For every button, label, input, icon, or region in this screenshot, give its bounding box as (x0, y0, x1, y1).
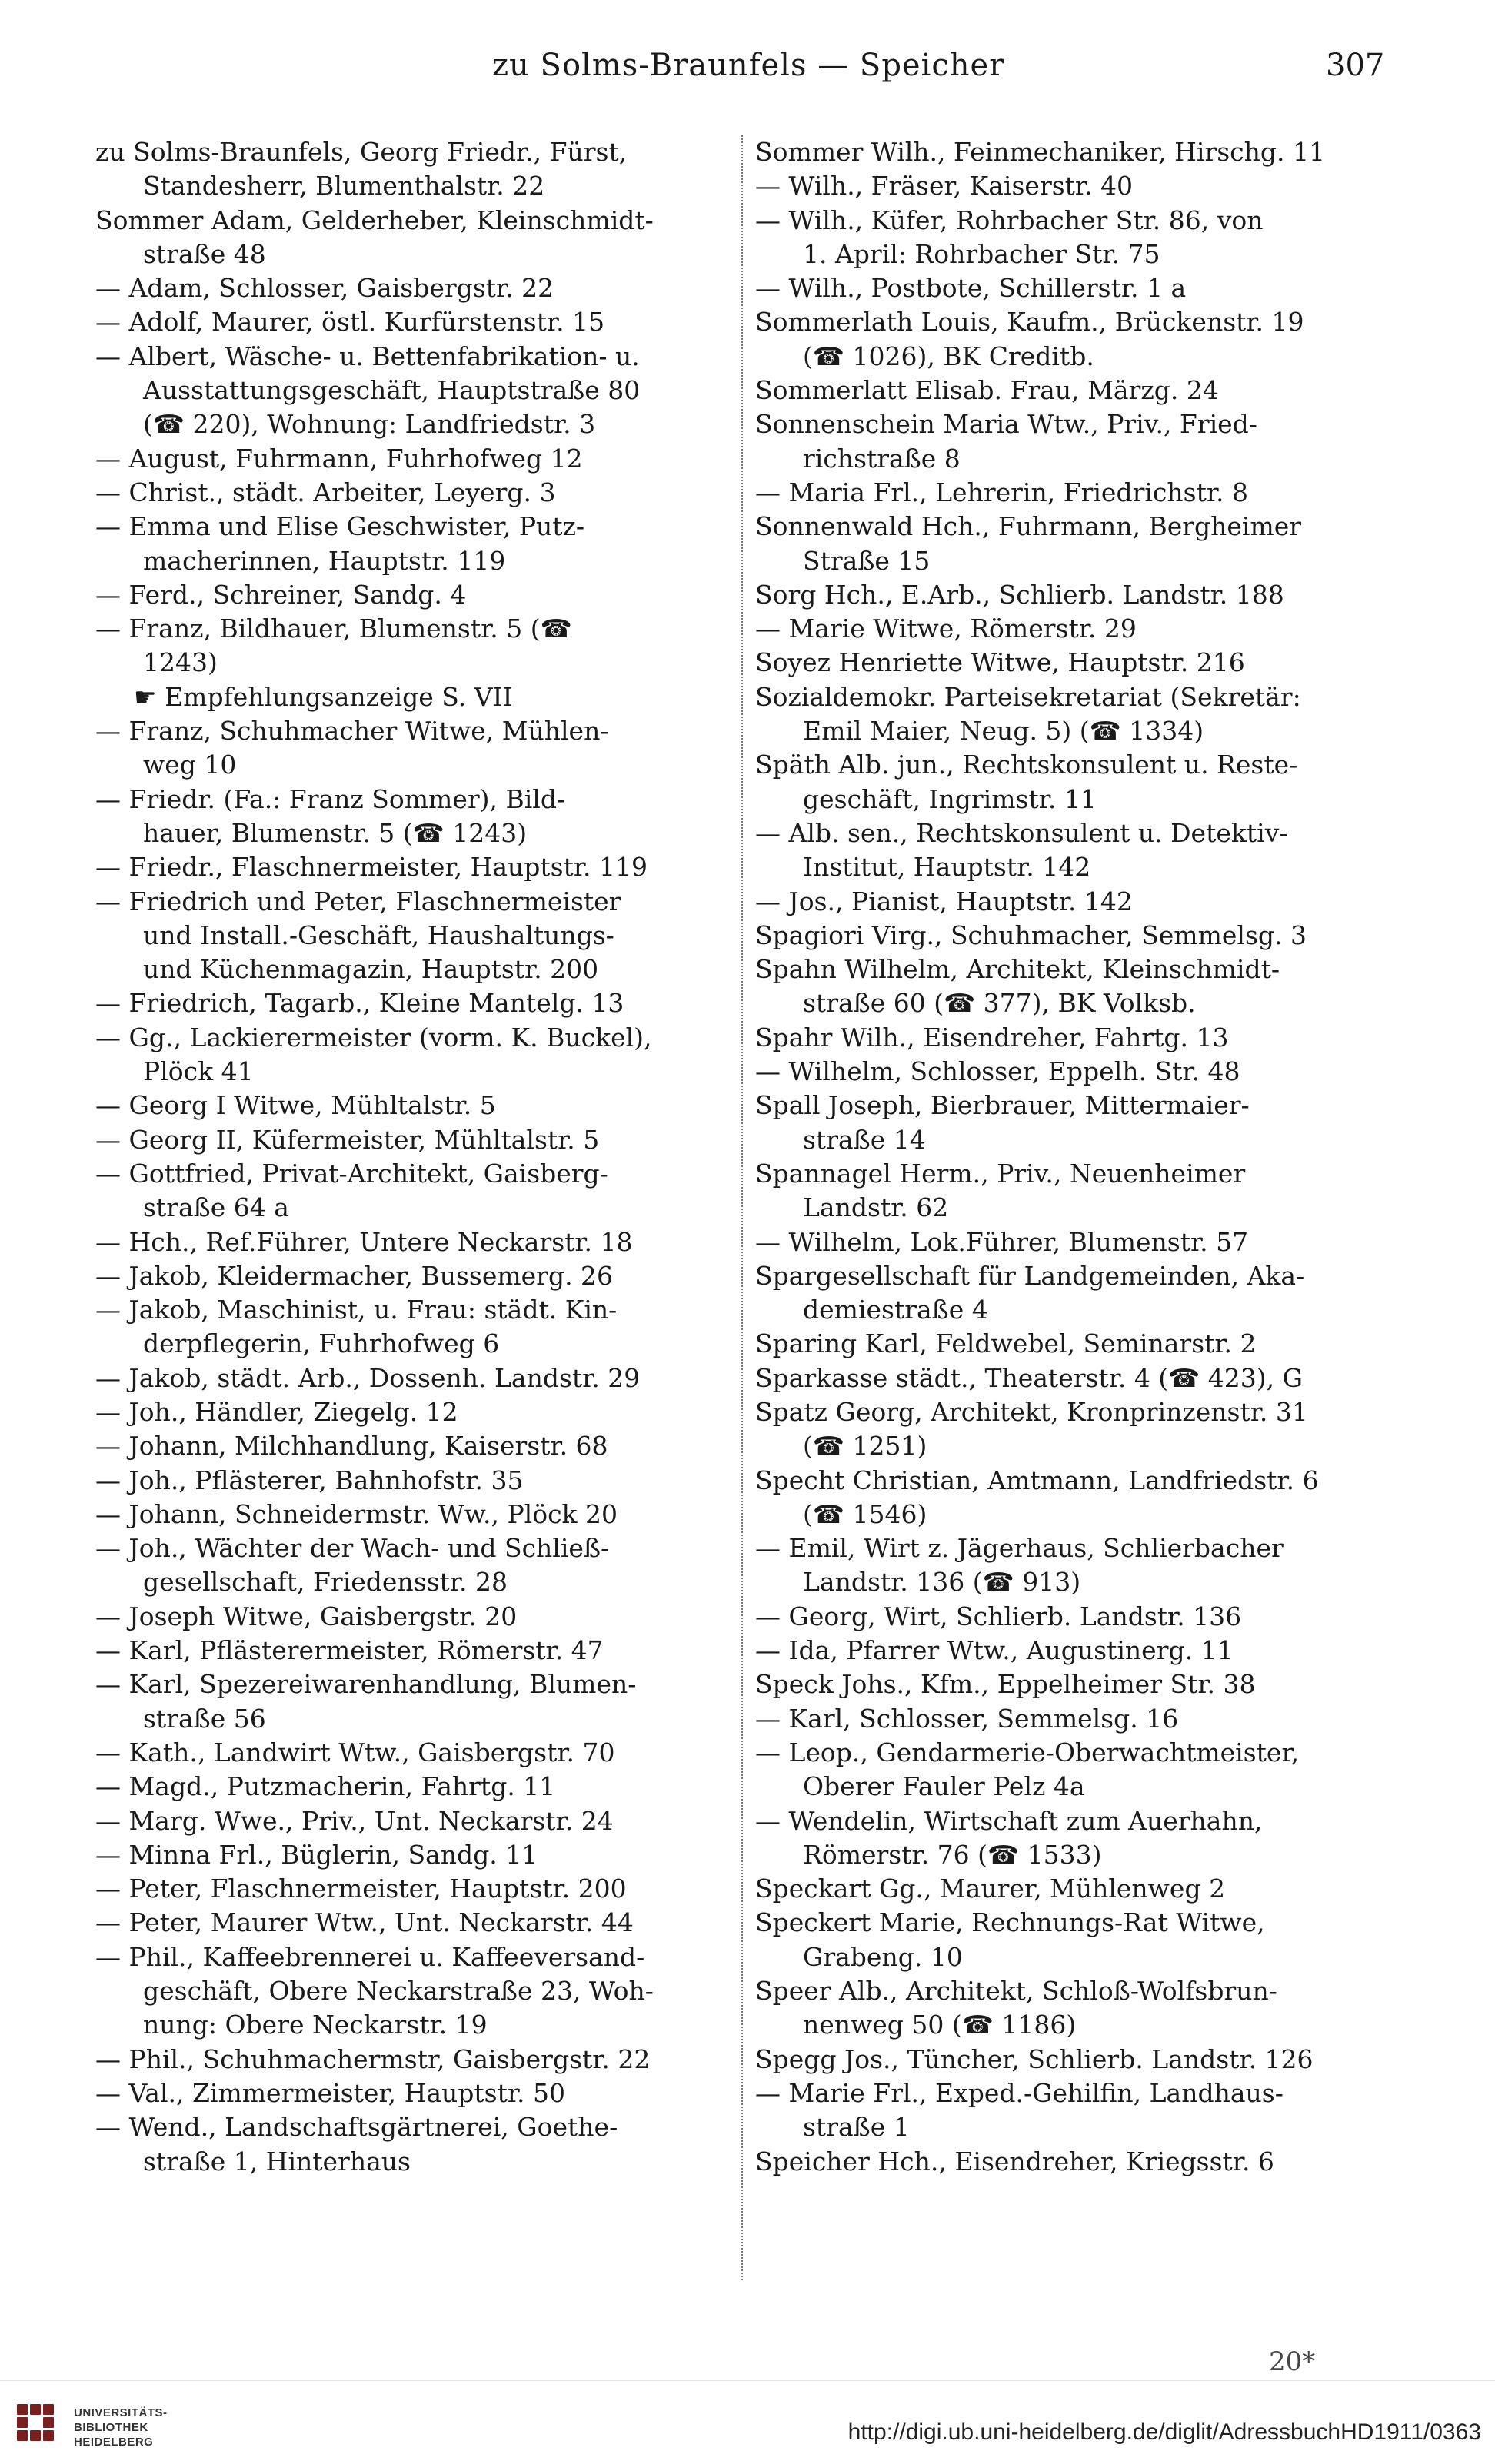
directory-entry: Sonnenschein Maria Wtw., Priv., Fried- (755, 409, 1257, 440)
directory-entry: — Marie Witwe, Römerstr. 29 (755, 614, 1137, 644)
directory-entry: — Franz, Bildhauer, Blumenstr. 5 (☎ (95, 614, 572, 644)
library-logo[interactable] (17, 2401, 209, 2455)
directory-entry: Sommerlatt Elisab. Frau, Märzg. 24 (755, 375, 1219, 406)
entry-continuation: Straße 15 (803, 545, 931, 576)
directory-entry: — Val., Zimmermeister, Hauptstr. 50 (95, 2077, 565, 2108)
directory-entry: Sorg Hch., E.Arb., Schlierb. Landstr. 188 (755, 579, 1284, 610)
entry-continuation: gesellschaft, Friedensstr. 28 (143, 1567, 508, 1598)
directory-entry: — Johann, Schneidermstr. Ww., Plöck 20 (95, 1498, 618, 1529)
directory-entry: — Franz, Schuhmacher Witwe, Mühlen- (95, 716, 609, 747)
directory-entry: — Kath., Landwirt Wtw., Gaisbergstr. 70 (95, 1737, 615, 1767)
entry-continuation: straße 48 (143, 238, 266, 269)
directory-entry: — Hch., Ref.Führer, Untere Neckarstr. 18 (95, 1226, 633, 1257)
running-title: zu Solms-Braunfels — Speicher (492, 48, 1005, 83)
directory-entry: — Peter, Maurer Wtw., Unt. Neckarstr. 44 (95, 1907, 634, 1938)
source-url-link[interactable]: http://digi.ub.uni-heidelberg.de/diglit/AdressbuchHD1911/0363 (847, 2419, 1481, 2445)
entry-continuation: Emil Maier, Neug. 5) (☎ 1334) (803, 716, 1204, 747)
page-header (0, 48, 1495, 94)
directory-entry: — Emil, Wirt z. Jägerhaus, Schlierbacher (755, 1533, 1284, 1564)
left-column (95, 135, 741, 2179)
entry-continuation: straße 1, Hinterhaus (143, 2146, 411, 2176)
directory-entry: — Jakob, Kleidermacher, Bussemerg. 26 (95, 1260, 614, 1291)
directory-entry: Späth Alb. jun., Rechtskonsulent u. Reste- (755, 750, 1298, 780)
footer-bar (0, 2380, 1495, 2464)
directory-entry: — Emma und Elise Geschwister, Putz- (95, 511, 585, 542)
directory-entry: — Georg I Witwe, Mühltalstr. 5 (95, 1090, 496, 1121)
directory-entry: Spatz Georg, Architekt, Kronprinzenstr. 31 (755, 1396, 1308, 1427)
entry-continuation: straße 1 (803, 2112, 910, 2143)
entry-continuation: (☎ 220), Wohnung: Landfriedstr. 3 (143, 409, 596, 440)
directory-entry: — Gottfried, Privat-Architekt, Gaisberg- (95, 1158, 608, 1189)
entry-continuation: macherinnen, Hauptstr. 119 (143, 545, 506, 576)
entry-continuation: und Küchenmagazin, Hauptstr. 200 (143, 954, 599, 985)
directory-entry: — Minna Frl., Büglerin, Sandg. 11 (95, 1839, 538, 1870)
directory-entry: — Marg. Wwe., Priv., Unt. Neckarstr. 24 (95, 1805, 614, 1836)
directory-entry: — Joseph Witwe, Gaisbergstr. 20 (95, 1601, 518, 1631)
directory-entry: Spall Joseph, Bierbrauer, Mittermaier- (755, 1090, 1250, 1121)
entry-continuation: nung: Obere Neckarstr. 19 (143, 2010, 488, 2040)
entry-continuation: geschäft, Obere Neckarstraße 23, Woh- (143, 1976, 654, 2007)
entry-continuation: (☎ 1546) (803, 1498, 927, 1529)
library-logo-text: UNIVERSITÄTS- BIBLIOTHEK HEIDELBERG (74, 2406, 168, 2449)
directory-entry: — Wend., Landschaftsgärtnerei, Goethe- (95, 2112, 618, 2143)
directory-entry: Spahn Wilhelm, Architekt, Kleinschmidt- (755, 954, 1280, 985)
directory-entry: Speckart Gg., Maurer, Mühlenweg 2 (755, 1874, 1226, 1904)
entry-continuation: und Install.-Geschäft, Haushaltungs- (143, 919, 614, 950)
directory-entry: — Wilh., Küfer, Rohrbacher Str. 86, von (755, 205, 1264, 235)
directory-entry: Spannagel Herm., Priv., Neuenheimer (755, 1158, 1246, 1189)
directory-entry: Soyez Henriette Witwe, Hauptstr. 216 (755, 647, 1245, 678)
directory-entry: — Friedrich, Tagarb., Kleine Mantelg. 13 (95, 988, 624, 1019)
directory-entry: Spahr Wilh., Eisendreher, Fahrtg. 13 (755, 1022, 1229, 1052)
directory-entry: Spagiori Virg., Schuhmacher, Semmelsg. 3 (755, 919, 1307, 950)
entry-continuation: Ausstattungsgeschäft, Hauptstraße 80 (143, 375, 641, 406)
directory-entry: — Karl, Pflästerermeister, Römerstr. 47 (95, 1635, 604, 1666)
directory-entry: — Ida, Pfarrer Wtw., Augustinerg. 11 (755, 1635, 1234, 1666)
directory-entry: Speck Johs., Kfm., Eppelheimer Str. 38 (755, 1669, 1256, 1700)
directory-entry: — Georg, Wirt, Schlierb. Landstr. 136 (755, 1601, 1242, 1631)
entry-continuation: Institut, Hauptstr. 142 (803, 852, 1091, 883)
entry-continuation: straße 60 (☎ 377), BK Volksb. (803, 988, 1196, 1019)
directory-entry: — Maria Frl., Lehrerin, Friedrichstr. 8 (755, 477, 1248, 507)
directory-entry: — Leop., Gendarmerie-Oberwachtmeister, (755, 1737, 1300, 1767)
entry-continuation: Landstr. 62 (803, 1192, 949, 1223)
entry-continuation: hauer, Blumenstr. 5 (☎ 1243) (143, 817, 528, 848)
directory-entry: — Peter, Flaschnermeister, Hauptstr. 200 (95, 1874, 627, 1904)
directory-entry: — Friedr. (Fa.: Franz Sommer), Bild- (95, 783, 566, 814)
directory-entry: — Alb. sen., Rechtskonsulent u. Detektiv- (755, 817, 1288, 848)
directory-entry: Sparkasse städt., Theaterstr. 4 (☎ 423), G (755, 1362, 1303, 1393)
sheet-signature: 20* (1269, 2346, 1316, 2377)
directory-entry: — Wilh., Postbote, Schillerstr. 1 a (755, 273, 1187, 304)
directory-entry: Sonnenwald Hch., Fuhrmann, Bergheimer (755, 511, 1302, 542)
directory-entry: zu Solms-Braunfels, Georg Friedr., Fürst, (95, 137, 628, 167)
directory-entry: — August, Fuhrmann, Fuhrhofweg 12 (95, 443, 583, 474)
entry-continuation: richstraße 8 (803, 443, 961, 474)
entry-continuation: Standesherr, Blumenthalstr. 22 (143, 171, 545, 201)
entry-continuation: 1243) (143, 647, 218, 678)
directory-entry: — Phil., Kaffeebrennerei u. Kaffeeversand- (95, 1941, 645, 1972)
directory-entry: Spargesellschaft für Landgemeinden, Aka- (755, 1260, 1305, 1291)
directory-entry: Sommer Adam, Gelderheber, Kleinschmidt- (95, 205, 654, 235)
entry-continuation: (☎ 1251) (803, 1431, 927, 1461)
entry-continuation: straße 14 (803, 1124, 926, 1155)
entry-continuation: straße 64 a (143, 1192, 289, 1223)
library-logo-icon (17, 2404, 66, 2453)
directory-entry: Sparing Karl, Feldwebel, Seminarstr. 2 (755, 1328, 1257, 1359)
directory-entry: — Wendelin, Wirtschaft zum Auerhahn, (755, 1805, 1263, 1836)
entry-continuation: demiestraße 4 (803, 1295, 988, 1325)
directory-entry: Spegg Jos., Tüncher, Schlierb. Landstr. 126 (755, 2043, 1314, 2074)
entry-continuation: 1. April: Rohrbacher Str. 75 (803, 238, 1160, 269)
entry-continuation: derpflegerin, Fuhrhofweg 6 (143, 1328, 500, 1359)
directory-entry: Speer Alb., Architekt, Schloß-Wolfsbrun- (755, 1976, 1277, 2007)
entry-continuation: nenweg 50 (☎ 1186) (803, 2010, 1077, 2040)
directory-entry: — Jakob, Maschinist, u. Frau: städt. Kin- (95, 1295, 618, 1325)
directory-entry: — Phil., Schuhmachermstr, Gaisbergstr. 22 (95, 2043, 651, 2074)
directory-entry: — Karl, Spezereiwarenhandlung, Blumen- (95, 1669, 637, 1700)
entry-continuation: Landstr. 136 (☎ 913) (803, 1567, 1081, 1598)
directory-entry: Sommer Wilh., Feinmechaniker, Hirschg. 11 (755, 137, 1326, 167)
directory-entry: — Joh., Pflästerer, Bahnhofstr. 35 (95, 1465, 524, 1495)
directory-entry: — Wilh., Fräser, Kaiserstr. 40 (755, 171, 1134, 201)
entry-continuation: (☎ 1026), BK Creditb. (803, 341, 1094, 371)
directory-entry: — Jos., Pianist, Hauptstr. 142 (755, 886, 1133, 916)
entry-continuation: geschäft, Ingrimstr. 11 (803, 783, 1097, 814)
entry-continuation: Oberer Fauler Pelz 4a (803, 1771, 1085, 1802)
directory-entry: — Friedrich und Peter, Flaschnermeister (95, 886, 621, 916)
directory-entry: Sozialdemokr. Parteisekretariat (Sekretär: (755, 681, 1301, 712)
directory-entry: — Adam, Schlosser, Gaisbergstr. 22 (95, 273, 554, 304)
directory-entry: — Adolf, Maurer, östl. Kurfürstenstr. 15 (95, 307, 605, 338)
directory-entry: — Joh., Händler, Ziegelg. 12 (95, 1396, 458, 1427)
directory-entry: — Gg., Lackierermeister (vorm. K. Buckel), (95, 1022, 652, 1052)
directory-entry: Speckert Marie, Rechnungs-Rat Witwe, (755, 1907, 1265, 1938)
advert-reference: ☛ Empfehlungsanzeige S. VII (134, 681, 513, 712)
directory-entry: — Albert, Wäsche- u. Bettenfabrikation- u. (95, 341, 640, 371)
directory-entry: — Christ., städt. Arbeiter, Leyerg. 3 (95, 477, 556, 507)
directory-entry: — Ferd., Schreiner, Sandg. 4 (95, 579, 467, 610)
entry-continuation: Römerstr. 76 (☎ 1533) (803, 1839, 1102, 1870)
directory-entry: — Marie Frl., Exped.-Gehilfin, Landhaus- (755, 2077, 1284, 2108)
directory-entry: — Wilhelm, Schlosser, Eppelh. Str. 48 (755, 1056, 1240, 1087)
page-number: 307 (1326, 48, 1385, 83)
directory-entry: — Friedr., Flaschnermeister, Hauptstr. 119 (95, 852, 648, 883)
directory-entry: Specht Christian, Amtmann, Landfriedstr. 6 (755, 1465, 1319, 1495)
directory-entry: — Karl, Schlosser, Semmelsg. 16 (755, 1703, 1179, 1734)
column-divider (741, 135, 743, 2280)
directory-entry: Speicher Hch., Eisendreher, Kriegsstr. 6 (755, 2146, 1274, 2176)
directory-entry: — Wilhelm, Lok.Führer, Blumenstr. 57 (755, 1226, 1249, 1257)
directory-entry: — Johann, Milchhandlung, Kaiserstr. 68 (95, 1431, 608, 1461)
directory-entry: — Georg II, Küfermeister, Mühltalstr. 5 (95, 1124, 600, 1155)
directory-entry: — Joh., Wächter der Wach- und Schließ- (95, 1533, 610, 1564)
right-column (755, 135, 1393, 2179)
entry-continuation: straße 56 (143, 1703, 266, 1734)
entry-continuation: weg 10 (143, 750, 237, 780)
entry-continuation: Grabeng. 10 (803, 1941, 963, 1972)
entry-continuation: Plöck 41 (143, 1056, 254, 1087)
directory-entry: Sommerlath Louis, Kaufm., Brückenstr. 19 (755, 307, 1304, 338)
directory-entry: — Magd., Putzmacherin, Fahrtg. 11 (95, 1771, 556, 1802)
directory-entry: — Jakob, städt. Arb., Dossenh. Landstr. 29 (95, 1362, 641, 1393)
